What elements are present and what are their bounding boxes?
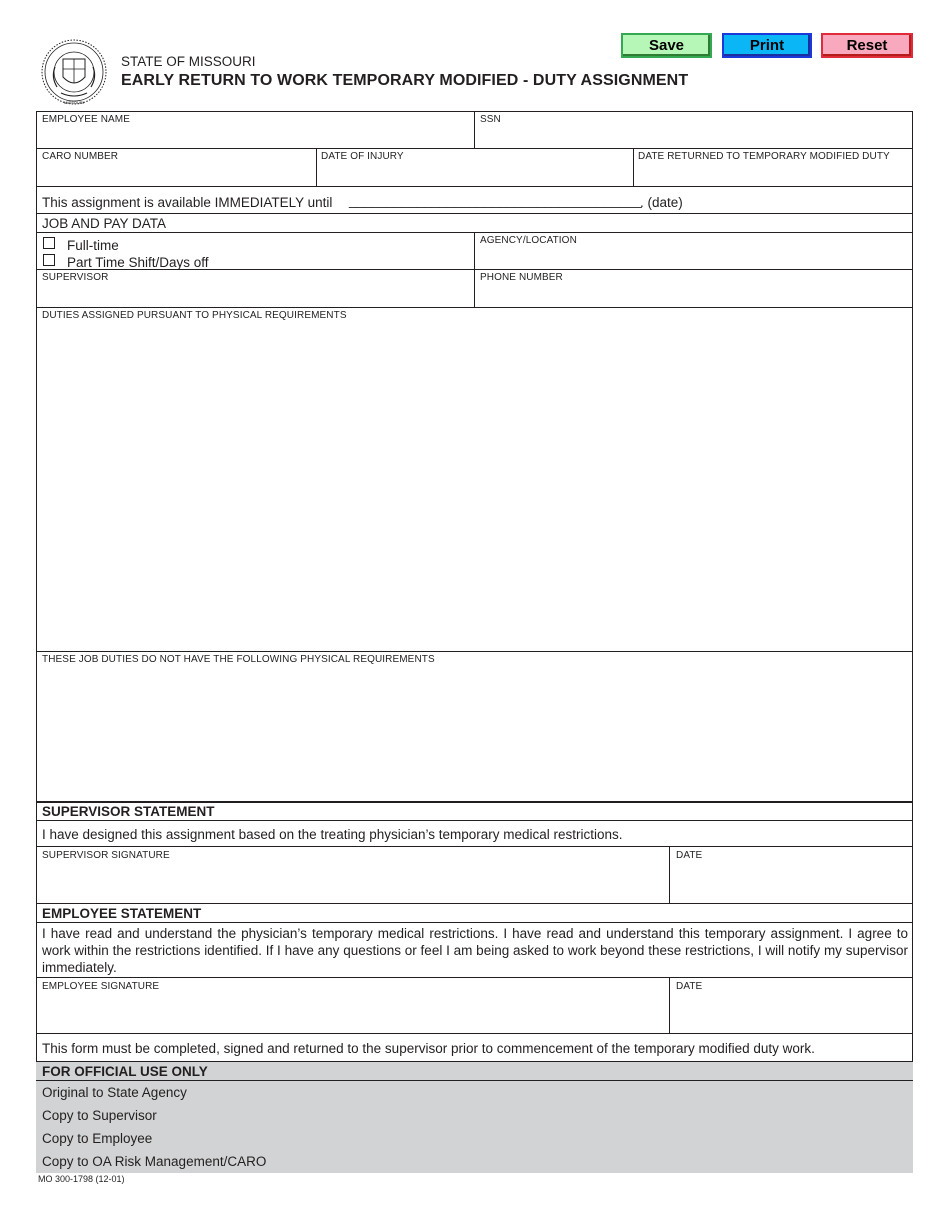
official-item-original: Original to State Agency (42, 1085, 187, 1100)
agency-location-label: AGENCY/LOCATION (480, 235, 577, 246)
date-of-injury-input[interactable] (320, 164, 632, 186)
reset-button[interactable]: Reset (821, 33, 913, 58)
ssn-label: SSN (480, 114, 501, 125)
ssn-input[interactable] (478, 127, 912, 149)
caro-number-input[interactable] (40, 164, 316, 186)
supervisor-label: SUPERVISOR (42, 272, 109, 283)
supervisor-date-input[interactable] (674, 866, 912, 900)
full-time-checkbox[interactable] (43, 237, 55, 249)
supervisor-statement-heading: SUPERVISOR STATEMENT (42, 804, 215, 819)
print-button[interactable]: Print (722, 33, 812, 58)
duties-assigned-label: DUTIES ASSIGNED PURSUANT TO PHYSICAL REQUIREMENTS (42, 310, 347, 321)
employee-date-label: DATE (676, 981, 703, 992)
save-button[interactable]: Save (621, 33, 712, 58)
employee-name-input[interactable] (40, 127, 474, 149)
availability-prefix: This assignment is available IMMEDIATELY until (42, 195, 333, 210)
supervisor-input[interactable] (40, 285, 474, 307)
job-pay-heading: JOB AND PAY DATA (42, 216, 167, 231)
no-physical-requirements-label: THESE JOB DUTIES DO NOT HAVE THE FOLLOWING PHYSICAL REQUIREMENTS (42, 654, 435, 665)
employee-statement-heading: EMPLOYEE STATEMENT (42, 906, 202, 921)
no-physical-requirements-textarea[interactable] (40, 668, 910, 800)
employee-statement-text: I have read and understand the physician’s temporary medical restrictions. I have read and understand this temporary assignment. I agree to work within the restrictions identified. If I have any questions or feel I am being asked to work beyond these restrictions, I will notify my supervisor immediately. (42, 926, 908, 975)
supervisor-signature-input[interactable] (40, 866, 666, 900)
official-item-risk-management: Copy to OA Risk Management/CARO (42, 1154, 267, 1169)
employee-signature-input[interactable] (40, 997, 666, 1031)
state-name: STATE OF MISSOURI (121, 54, 256, 69)
official-use-heading: FOR OFFICIAL USE ONLY (42, 1064, 208, 1079)
part-time-checkbox[interactable] (43, 254, 55, 266)
official-item-employee: Copy to Employee (42, 1131, 153, 1146)
date-returned-input[interactable] (637, 164, 913, 186)
availability-suffix: . (date) (640, 195, 683, 210)
part-time-label: Part Time Shift/Days off (67, 255, 209, 270)
agency-location-input[interactable] (478, 248, 912, 270)
availability-date-blank[interactable]: _______________________________________ (349, 193, 642, 208)
phone-number-label: PHONE NUMBER (480, 272, 563, 283)
official-item-supervisor: Copy to Supervisor (42, 1108, 157, 1123)
form-number: MO 300-1798 (12-01) (38, 1174, 125, 1184)
form-title: EARLY RETURN TO WORK TEMPORARY MODIFIED - DUTY ASSIGNMENT (121, 72, 689, 89)
full-time-label: Full-time (67, 238, 119, 253)
completion-notice: This form must be completed, signed and returned to the supervisor prior to commencement of the temporary modified duty work. (42, 1041, 815, 1056)
employee-name-label: EMPLOYEE NAME (42, 114, 130, 125)
supervisor-date-label: DATE (676, 850, 703, 861)
date-returned-label: DATE RETURNED TO TEMPORARY MODIFIED DUTY (638, 151, 890, 162)
caro-number-label: CARO NUMBER (42, 151, 119, 162)
date-of-injury-label: DATE OF INJURY (321, 151, 404, 162)
svg-text:MISSOURI: MISSOURI (64, 100, 84, 105)
employee-signature-label: EMPLOYEE SIGNATURE (42, 981, 160, 992)
phone-number-input[interactable] (478, 285, 912, 307)
missouri-state-seal (41, 37, 107, 107)
supervisor-signature-label: SUPERVISOR SIGNATURE (42, 850, 170, 861)
duties-assigned-textarea[interactable] (40, 324, 910, 650)
employee-date-input[interactable] (674, 997, 912, 1031)
supervisor-statement-text: I have designed this assignment based on the treating physician’s temporary medical restrictions. (42, 827, 623, 842)
